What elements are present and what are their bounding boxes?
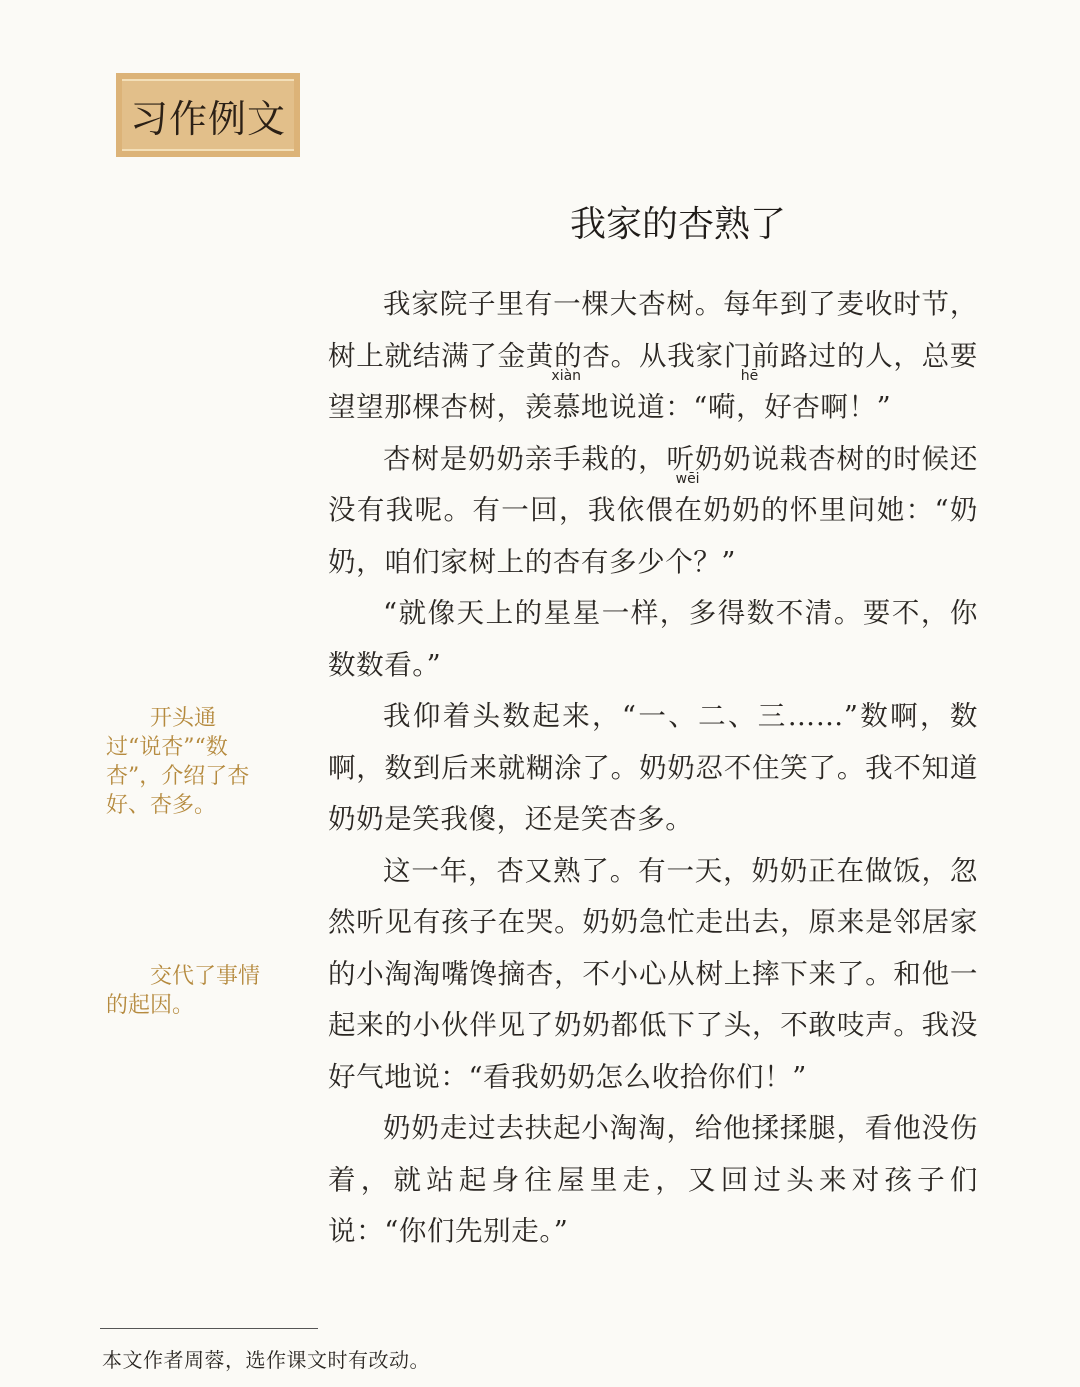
article-body (328, 279, 978, 1258)
paragraph-6: 奶奶走过去扶起小淘淘，给他揉揉腿，看他没伤着，就站起身往屋里走，又回过头来对孩子们说：“你们先别走。” (328, 1112, 978, 1247)
pinyin-wei: wēi (675, 471, 700, 487)
paragraph-5: 这一年，杏又熟了。有一天，奶奶正在做饭，忽然听见有孩子在哭。奶奶急忙走出去，原来是邻居家的小淘淘嘴馋摘杏，不小心从树上摔下来了。和他一起来的小伙伴见了奶奶都低下了头，不敢吱声。我没好气地说：“看我奶奶怎么收拾你们！” (328, 854, 978, 1093)
paragraph-1-text-c: ，好杏啊！” (736, 391, 892, 423)
paragraph-1-text-b: 慕地说道：“ (552, 391, 708, 423)
annotated-char-xian (524, 368, 582, 423)
article-title: 我家的杏熟了 (569, 204, 786, 245)
footnote: 本文作者周蓉，选作课文时有改动。 (102, 1348, 430, 1372)
char-he: 嗬 (707, 391, 737, 423)
paragraph-1-text-a: 我家院子里有一棵大杏树。每年到了麦收时节，树上就结满了金黄的杏。从我家门前路过的人，总要望望那棵杏树， (328, 288, 978, 423)
margin-note-cause: 交代了事情的起因。 (106, 964, 261, 1018)
footnote-divider (100, 1328, 318, 1329)
section-label-banner (116, 73, 300, 157)
paragraph-2-text-a: 杏树是奶奶亲手栽的，听奶奶说栽杏树的时候还没有我呢。有一回，我依 (328, 442, 978, 526)
paragraph-3: “就像天上的星星一样，多得数不清。要不，你数数看。” (328, 597, 978, 681)
paragraph-4: 我仰着头数起来，“一、二、三……”数啊，数啊，数到后来就糊涂了。奶奶忍不住笑了。我不知道奶奶是笑我傻，还是笑杏多。 (328, 700, 978, 835)
section-label: 习作例文 (129, 96, 286, 141)
paragraph-2-text-b: 在奶奶的怀里问她：“奶奶，咱们家树上的杏有多少个？” (328, 494, 978, 578)
paragraph-1 (328, 279, 978, 434)
annotated-char-wei (645, 471, 700, 526)
annotated-char-he (707, 368, 759, 423)
char-wei: 偎 (645, 494, 675, 526)
char-xian: 羡 (524, 391, 553, 423)
pinyin-he: hē (740, 368, 759, 384)
pinyin-xian: xiàn (551, 368, 582, 384)
paragraph-2 (328, 434, 978, 589)
section-label-frame (122, 79, 294, 151)
margin-note-opening: 开头通过“说杏”“数杏”，介绍了杏好、杏多。 (106, 706, 250, 818)
